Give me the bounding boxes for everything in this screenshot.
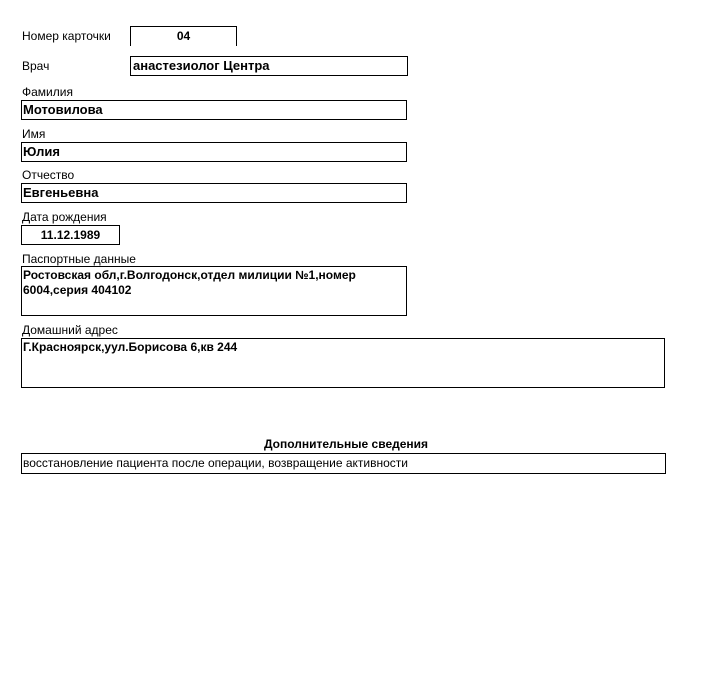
first-name-label: Имя	[22, 127, 46, 141]
surname-field[interactable]: Мотовилова	[21, 100, 407, 120]
card-number-field[interactable]: 04	[130, 26, 237, 46]
patronymic-field[interactable]: Евгеньевна	[21, 183, 407, 203]
additional-info-title: Дополнительные сведения	[263, 437, 429, 451]
first-name-field[interactable]: Юлия	[21, 142, 407, 162]
address-field[interactable]: Г.Красноярск,уул.Борисова 6,кв 244	[21, 338, 665, 388]
doctor-field[interactable]: анастезиолог Центра	[130, 56, 408, 76]
patronymic-label: Отчество	[22, 168, 75, 182]
birth-date-label: Дата рождения	[22, 210, 107, 224]
card-number-label: Номер карточки	[22, 29, 111, 43]
birth-date-field[interactable]: 11.12.1989	[21, 225, 120, 245]
additional-info-field[interactable]: восстановление пациента после операции, возвращение активности	[21, 453, 666, 474]
doctor-label: Врач	[22, 59, 50, 73]
passport-field[interactable]: Ростовская обл,г.Волгодонск,отдел милиции №1,номер 6004,серия 404102	[21, 266, 407, 316]
address-label: Домашний адрес	[22, 323, 118, 337]
surname-label: Фамилия	[22, 85, 73, 99]
passport-label: Паспортные данные	[22, 252, 136, 266]
